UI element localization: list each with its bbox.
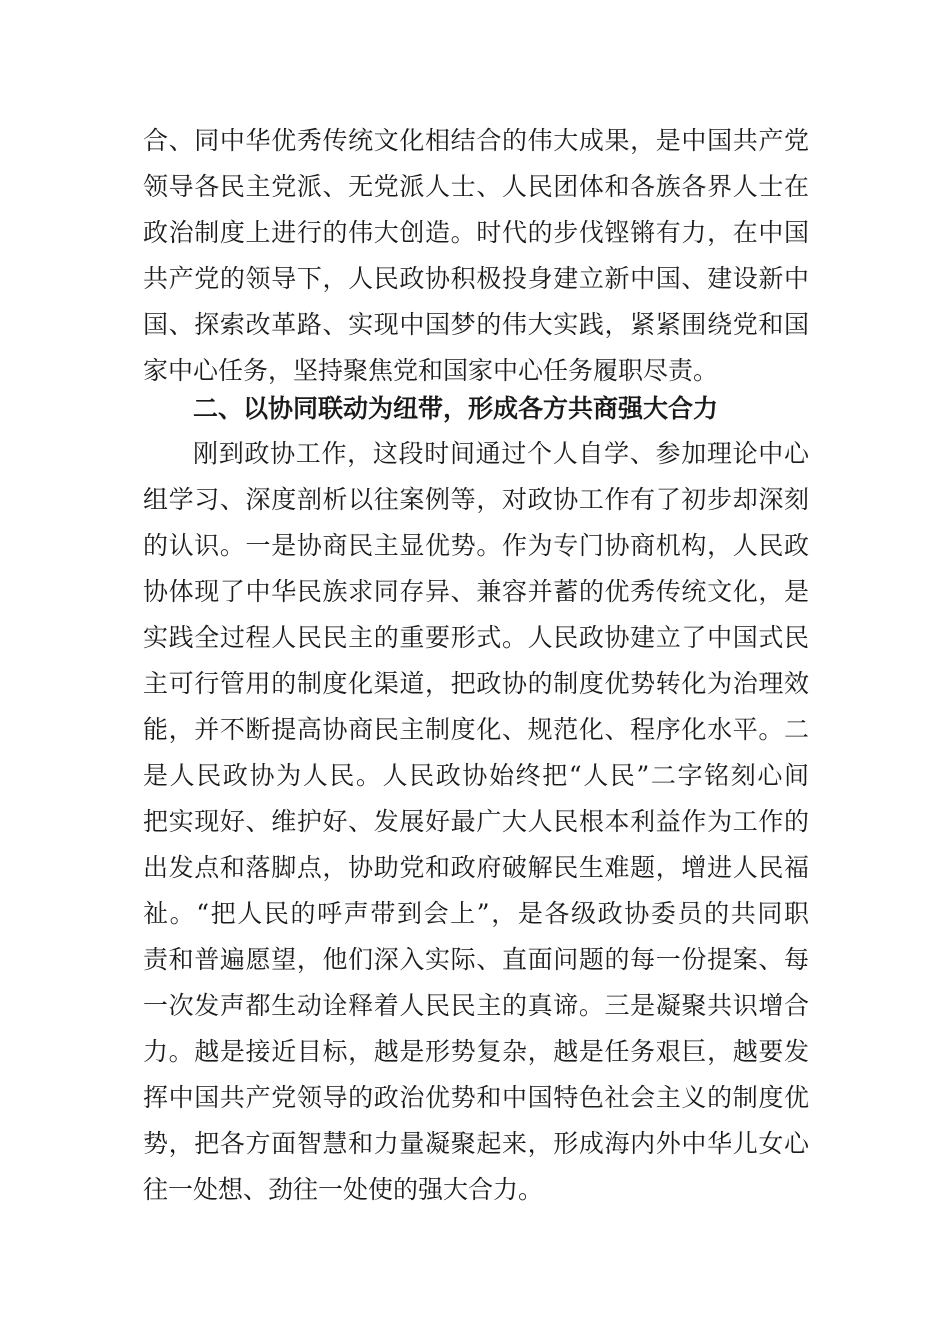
paragraph-1-line-2: 领导各民主党派、无党派人士、人民团体和各族各界人士在 [143, 172, 809, 201]
paragraph-2-line-7: 能，并不断提高协商民主制度化、规范化、程序化水平。二 [143, 715, 809, 744]
paragraph-2-line-1: 刚到政协工作，这段时间通过个人自学、参加理论中心 [193, 439, 809, 468]
paragraph-2-line-12: 责和普遍愿望，他们深入实际、直面问题的每一份提案、每 [143, 945, 809, 974]
paragraph-1-line-3: 政治制度上进行的伟大创造。时代的步伐铿锵有力，在中国 [143, 218, 809, 247]
section-heading-2: 二、以协同联动为纽带，形成各方共商强大合力 [193, 394, 719, 423]
paragraph-2-line-11: 祉。“把人民的呼声带到会上”，是各级政协委员的共同职 [143, 899, 809, 928]
paragraph-2-line-3: 的认识。一是协商民主显优势。作为专门协商机构，人民政 [143, 531, 809, 560]
paragraph-2-line-8: 是人民政协为人民。人民政协始终把“人民”二字铭刻心间 [143, 761, 809, 790]
paragraph-2-line-16: 势，把各方面智慧和力量凝聚起来，形成海内外中华儿女心 [143, 1129, 809, 1158]
paragraph-1-line-5: 国、探索改革路、实现中国梦的伟大实践，紧紧围绕党和国 [143, 310, 809, 339]
paragraph-2-line-5: 实践全过程人民民主的重要形式。人民政协建立了中国式民 [143, 623, 809, 652]
paragraph-2-line-13: 一次发声都生动诠释着人民民主的真谛。三是凝聚共识增合 [143, 991, 809, 1020]
paragraph-2-line-9: 把实现好、维护好、发展好最广大人民根本利益作为工作的 [143, 807, 809, 836]
paragraph-2-line-17: 往一处想、劲往一处使的强大合力。 [143, 1175, 544, 1204]
paragraph-1-line-6: 家中心任务，坚持聚焦党和国家中心任务履职尽责。 [143, 356, 719, 385]
paragraph-2-line-2: 组学习、深度剖析以往案例等，对政协工作有了初步却深刻 [143, 485, 809, 514]
paragraph-2-line-4: 协体现了中华民族求同存异、兼容并蓄的优秀传统文化，是 [143, 577, 809, 606]
paragraph-2-line-15: 挥中国共产党领导的政治优势和中国特色社会主义的制度优 [143, 1083, 809, 1112]
paragraph-1-line-4: 共产党的领导下，人民政协积极投身建立新中国、建设新中 [143, 264, 809, 293]
paragraph-2-line-6: 主可行管用的制度化渠道，把政协的制度优势转化为治理效 [143, 669, 809, 698]
paragraph-2-line-10: 出发点和落脚点，协助党和政府破解民生难题，增进人民福 [143, 853, 809, 882]
paragraph-1-line-1: 合、同中华优秀传统文化相结合的伟大成果，是中国共产党 [143, 126, 809, 155]
paragraph-2-line-14: 力。越是接近目标，越是形势复杂，越是任务艰巨，越要发 [143, 1037, 809, 1066]
